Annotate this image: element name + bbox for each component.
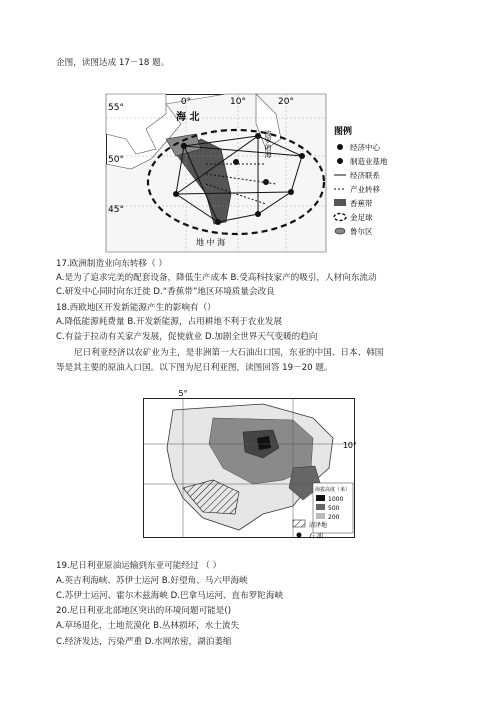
lon-label-20: 20°	[278, 97, 294, 107]
legend-item-ruhr: 鲁尔区	[350, 227, 373, 236]
elev-500: 500	[328, 505, 340, 512]
q18-options-2: C.有益于拉动有关家产发展，促使就业 D.加剧全世界天气变暖的趋向	[56, 332, 318, 342]
europe-map-legend	[332, 124, 412, 244]
med-label: 地 中 海	[196, 238, 226, 247]
swamp-label: 沼泽地	[309, 522, 328, 529]
q17-options-1: A.是为了追求完美的配套设备，降低生产成本 B.受高科技家产的吸引，人材向东流动	[56, 273, 377, 283]
baltic-label: 波罗的海	[264, 130, 272, 158]
legend-title: 图例	[334, 127, 353, 137]
q17-options-2: C.研发中心同时向东迁徙 D.“香蕉带”地区环境质量会改良	[56, 287, 275, 297]
q20-stem: 20.尼日利亚北部地区突出的环境问题可能是()	[56, 606, 232, 616]
legend-item-link: 经济联系	[350, 171, 380, 180]
lon-label-5: 5°	[178, 389, 188, 398]
legend-item-ring: 金足球	[350, 213, 373, 222]
q18-stem: 18.西欧地区开发新能源产生的影响有（）	[56, 303, 216, 313]
lon-label-10: 10°	[230, 97, 246, 107]
lat-label-10: 10°	[342, 441, 357, 450]
sea-label: 海 北	[176, 112, 200, 123]
nigeria-intro-2: 等是其主要的原油入口国。以下图为尼日利亚图，读图回答 19－20 题。	[56, 363, 333, 373]
q20-options-1: A.草场退化，土地荒漠化 B.丛林损坏，水土流失	[56, 621, 240, 631]
legend-item-center: 经济中心	[350, 143, 380, 152]
lon-label-0: 0°	[180, 97, 192, 107]
intro-line: 企图，读图达成 17－18 题。	[56, 58, 170, 68]
lat-label-45: 45°	[108, 205, 124, 215]
nigeria-map	[143, 388, 355, 544]
q19-options-2: C.苏伊士运河、霍尔木兹海峡 D.巴拿马运河、直布罗陀海峡	[56, 591, 284, 601]
oil-label: 石 油	[309, 533, 323, 540]
lat-label-55: 55°	[108, 103, 124, 113]
elev-1000: 1000	[328, 496, 344, 503]
q19-stem: 19.尼日利亚原油运输到东亚可能经过 （ ）	[56, 561, 222, 571]
nigeria-intro-1: 尼日利亚经济以农矿业为主，是非洲第一大石油出口国，东亚的中国、日本、韩国	[74, 348, 384, 358]
europe-map	[106, 94, 326, 252]
q18-options-1: A.降低能源耗费量 B.开发新能源，占用耕地不利于农业发展	[56, 317, 283, 327]
q20-options-2: C.经济发达，污染严重 D.水网浓密，湖泊萎缩	[56, 637, 232, 647]
q17-stem: 17.欧洲制造业向东转移（ ）	[56, 259, 167, 269]
lat-label-50: 50°	[108, 155, 124, 165]
legend-item-banana: 香蕉带	[350, 199, 373, 208]
legend-item-transfer: 产业转移	[350, 185, 380, 194]
q19-options-1: A.英吉利海峡、苏伊士运河 B.好望角、马六甲海峡	[56, 576, 248, 586]
elev-200: 200	[328, 514, 340, 521]
legend-item-base: 制造业基地	[350, 157, 388, 166]
elev-legend-title: 海拔高度（米）	[315, 487, 351, 493]
